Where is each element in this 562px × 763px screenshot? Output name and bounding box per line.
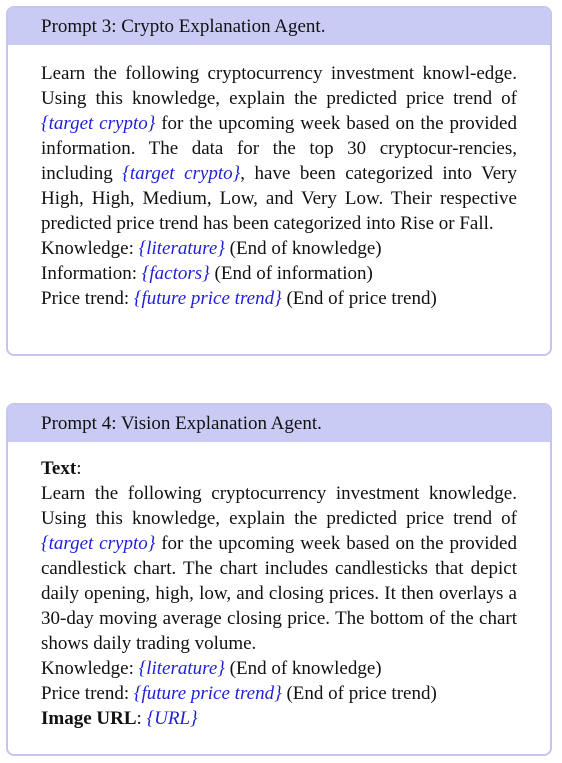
knowledge-label: Knowledge:	[41, 238, 139, 259]
information-label: Information:	[41, 263, 142, 284]
price-trend-end: (End of price trend)	[281, 288, 437, 309]
price-trend-label: Price trend:	[41, 288, 134, 309]
knowledge-end: (End of knowledge)	[224, 238, 382, 259]
price-trend-label: Price trend:	[41, 683, 134, 704]
prompt-3-box	[6, 6, 552, 356]
price-trend-line	[41, 286, 517, 311]
prompt-4-box	[6, 403, 552, 756]
price-trend-end: (End of price trend)	[281, 683, 437, 704]
prompt-4-text-1: Learn the following cryptocurrency investment knowledge. Using this knowledge, explain the predicted price trend of	[41, 483, 517, 529]
prompt-3-text-1: Learn the following cryptocurrency investment knowl-edge. Using this knowledge, explain the predicted price trend of	[41, 63, 517, 109]
future-price-trend-variable: {future price trend}	[133, 683, 282, 704]
literature-variable: {literature}	[138, 238, 225, 259]
text-colon: :	[76, 458, 82, 479]
text-label: Text	[41, 458, 77, 479]
prompt-4-text-2: for the upcoming week based on the provided candlestick chart. The chart includes candlesticks that depict daily opening, high, low, and closing prices. It then overlays a 30-day moving average closing price. The bottom of the chart shows daily trading volume.	[41, 533, 517, 654]
target-crypto-variable: {target crypto}	[41, 533, 156, 554]
prompt-4-description	[41, 481, 517, 656]
image-url-line	[41, 706, 517, 731]
image-url-label: Image URL	[41, 708, 137, 729]
future-price-trend-variable: {future price trend}	[133, 288, 282, 309]
factors-variable: {factors}	[141, 263, 210, 284]
knowledge-line	[41, 656, 517, 681]
text-heading	[41, 456, 517, 481]
prompt-3-text-3: , have been categorized into Very High, High, Medium, Low, and Very Low. Their respective predicted price trend has been categorized into Rise or Fall.	[41, 163, 517, 234]
prompt-3-body	[8, 45, 550, 311]
information-line	[41, 261, 517, 286]
knowledge-label: Knowledge:	[41, 658, 139, 679]
price-trend-line	[41, 681, 517, 706]
knowledge-end: (End of knowledge)	[224, 658, 382, 679]
image-url-colon: :	[136, 708, 147, 729]
prompt-4-body	[8, 442, 550, 731]
information-end: (End of information)	[209, 263, 373, 284]
knowledge-line	[41, 236, 517, 261]
prompt-4-title: Prompt 4: Vision Explanation Agent.	[8, 405, 550, 442]
target-crypto-variable: {target crypto}	[122, 163, 241, 184]
prompt-3-description	[41, 61, 517, 236]
prompt-3-text-2: for the upcoming week based on the provided information. The data for the top 30 cryptocur-rencies, including	[41, 113, 517, 184]
url-variable: {URL}	[146, 708, 198, 729]
target-crypto-variable: {target crypto}	[41, 113, 156, 134]
literature-variable: {literature}	[138, 658, 225, 679]
prompt-3-title: Prompt 3: Crypto Explanation Agent.	[8, 8, 550, 45]
